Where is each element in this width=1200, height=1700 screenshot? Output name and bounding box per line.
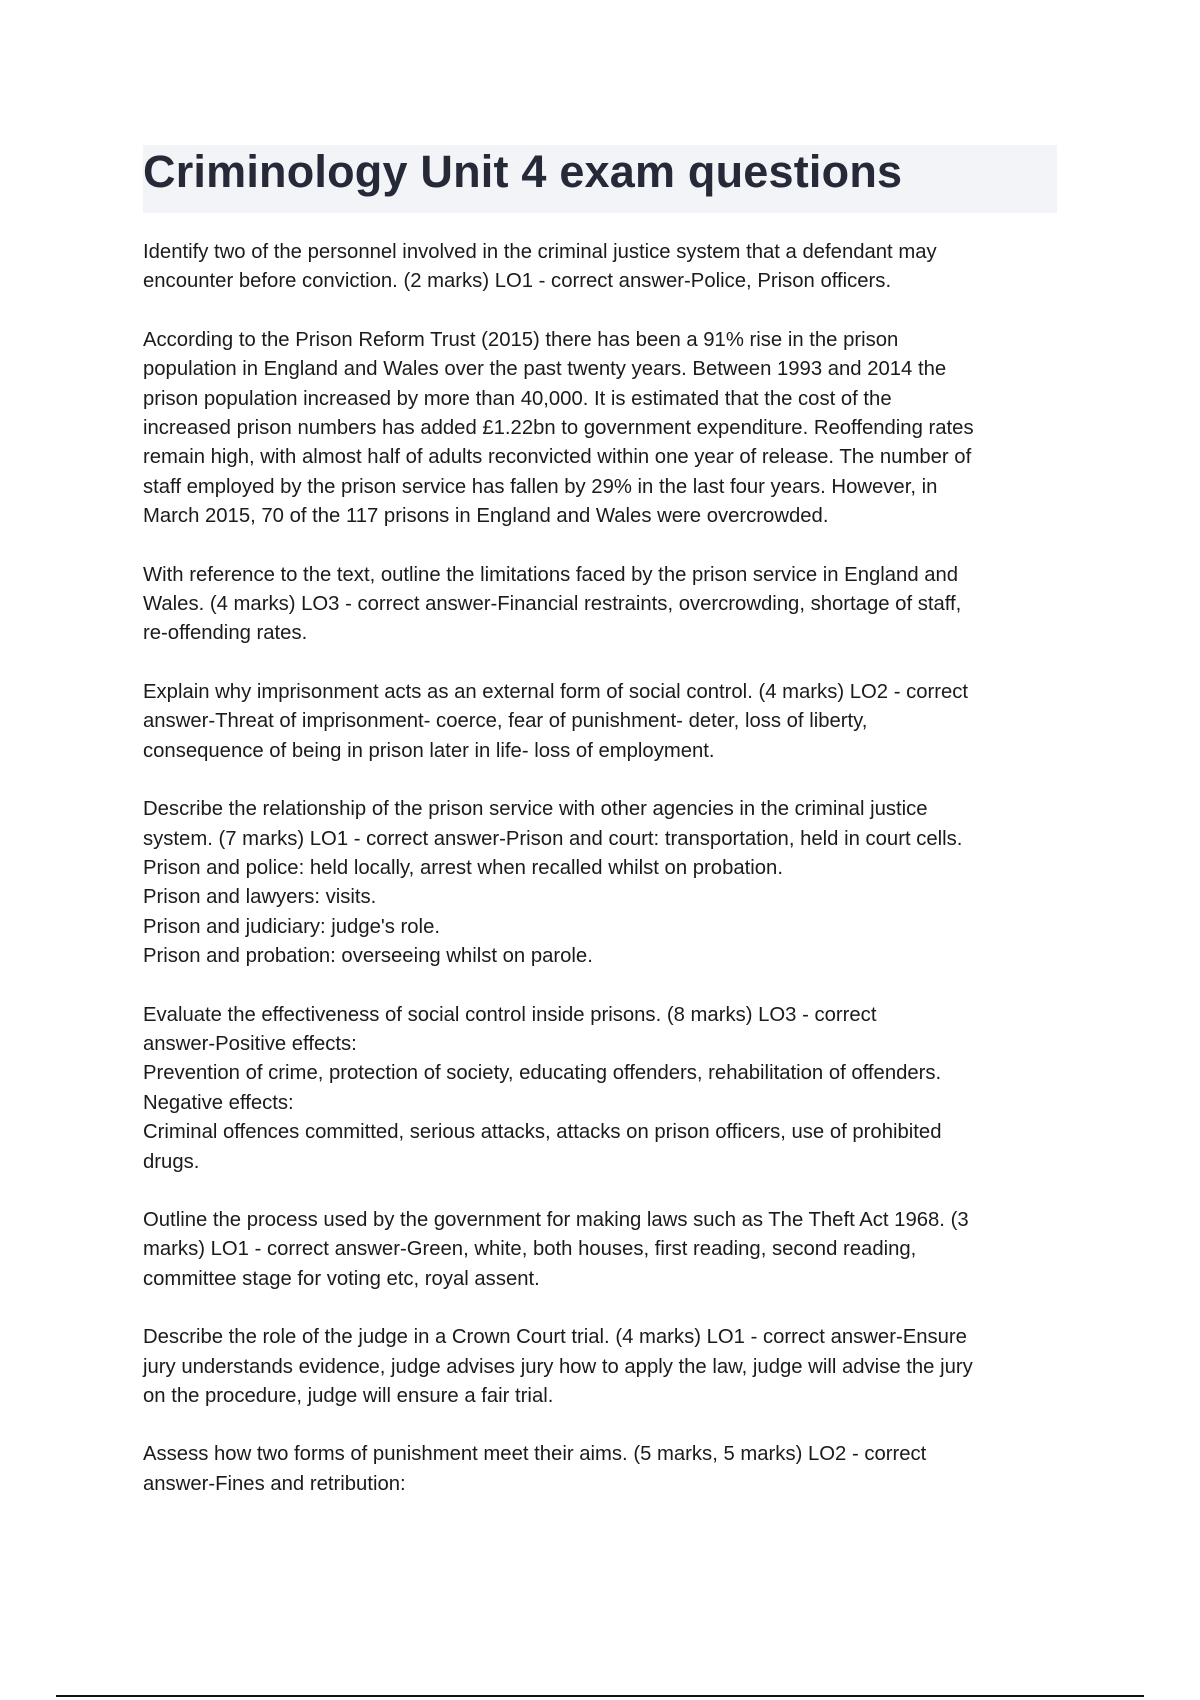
text-line: Wales. (4 marks) LO3 - correct answer-Financial restraints, overcrowding, shortage of staff, bbox=[143, 593, 962, 616]
text-line: Prevention of crime, protection of society, educating offenders, rehabilitation of offenders. bbox=[143, 1062, 942, 1085]
text-line: Describe the relationship of the prison service with other agencies in the criminal justice bbox=[143, 798, 928, 821]
text-line: Evaluate the effectiveness of social control inside prisons. (8 marks) LO3 - correct bbox=[143, 1003, 877, 1026]
text-line: on the procedure, judge will ensure a fair trial. bbox=[143, 1385, 554, 1407]
question-block-1 bbox=[143, 238, 1063, 297]
text-line: committee stage for voting etc, royal assent. bbox=[143, 1267, 540, 1290]
question-block-6 bbox=[143, 1206, 1063, 1294]
source-text-block bbox=[143, 326, 1063, 532]
question-block-2 bbox=[143, 561, 1063, 649]
page-divider bbox=[56, 1695, 1144, 1697]
text-line: March 2015, 70 of the 117 prisons in England and Wales were overcrowded. bbox=[143, 505, 829, 528]
text-line: staff employed by the prison service has fallen by 29% in the last four years. However, in bbox=[143, 475, 938, 498]
text-line: answer-Threat of imprisonment- coerce, fear of punishment- deter, loss of liberty, bbox=[143, 710, 868, 733]
text-line: population in England and Wales over the past twenty years. Between 1993 and 2014 the bbox=[143, 358, 947, 381]
text-line: Prison and judiciary: judge's role. bbox=[143, 915, 440, 938]
text-line: Criminal offences committed, serious attacks, attacks on prison officers, use of prohibited bbox=[143, 1121, 942, 1144]
text-line: Assess how two forms of punishment meet their aims. (5 marks, 5 marks) LO2 - correct bbox=[143, 1443, 927, 1466]
text-line: re-offending rates. bbox=[143, 622, 308, 645]
text-line: Outline the process used by the government for making laws such as The Theft Act 1968. (3 bbox=[143, 1208, 969, 1231]
text-line: prison population increased by more than 40,000. It is estimated that the cost of the bbox=[143, 387, 892, 410]
text-line: Identify two of the personnel involved in the criminal justice system that a defendant may bbox=[143, 241, 937, 263]
question-block-3 bbox=[143, 678, 1063, 766]
text-line: drugs. bbox=[143, 1150, 200, 1173]
text-line: answer-Positive effects: bbox=[143, 1032, 357, 1055]
question-block-8 bbox=[143, 1440, 1063, 1499]
question-block-7 bbox=[143, 1323, 1063, 1411]
text-line: Negative effects: bbox=[143, 1091, 294, 1114]
question-block-4 bbox=[143, 795, 1063, 971]
text-line: Describe the role of the judge in a Crown Court trial. (4 marks) LO1 - correct answer-Ensure bbox=[143, 1326, 967, 1349]
text-line: increased prison numbers has added £1.22bn to government expenditure. Reoffending rates bbox=[143, 417, 974, 440]
question-block-5 bbox=[143, 1001, 1063, 1177]
text-line: encounter before conviction. (2 marks) LO1 - correct answer-Police, Prison officers. bbox=[143, 270, 892, 293]
document-title: Criminology Unit 4 exam questions bbox=[143, 146, 903, 197]
text-line: Prison and police: held locally, arrest when recalled whilst on probation. bbox=[143, 856, 783, 879]
text-line: marks) LO1 - correct answer-Green, white, both houses, first reading, second reading, bbox=[143, 1238, 917, 1261]
text-line: system. (7 marks) LO1 - correct answer-Prison and court: transportation, held in court cells. bbox=[143, 827, 963, 850]
text-line: Prison and lawyers: visits. bbox=[143, 886, 377, 909]
text-line: jury understands evidence, judge advises jury how to apply the law, judge will advise the jury bbox=[143, 1355, 973, 1378]
document-body bbox=[143, 238, 1063, 1528]
text-line: According to the Prison Reform Trust (2015) there has been a 91% rise in the prison bbox=[143, 328, 899, 351]
text-line: Prison and probation: overseeing whilst on parole. bbox=[143, 945, 593, 968]
text-line: Explain why imprisonment acts as an external form of social control. (4 marks) LO2 - correct bbox=[143, 680, 969, 703]
text-line: consequence of being in prison later in life- loss of employment. bbox=[143, 739, 715, 762]
text-line: answer-Fines and retribution: bbox=[143, 1472, 406, 1495]
text-line: With reference to the text, outline the limitations faced by the prison service in England and bbox=[143, 563, 959, 586]
text-line: remain high, with almost half of adults reconvicted within one year of release. The number of bbox=[143, 446, 972, 469]
